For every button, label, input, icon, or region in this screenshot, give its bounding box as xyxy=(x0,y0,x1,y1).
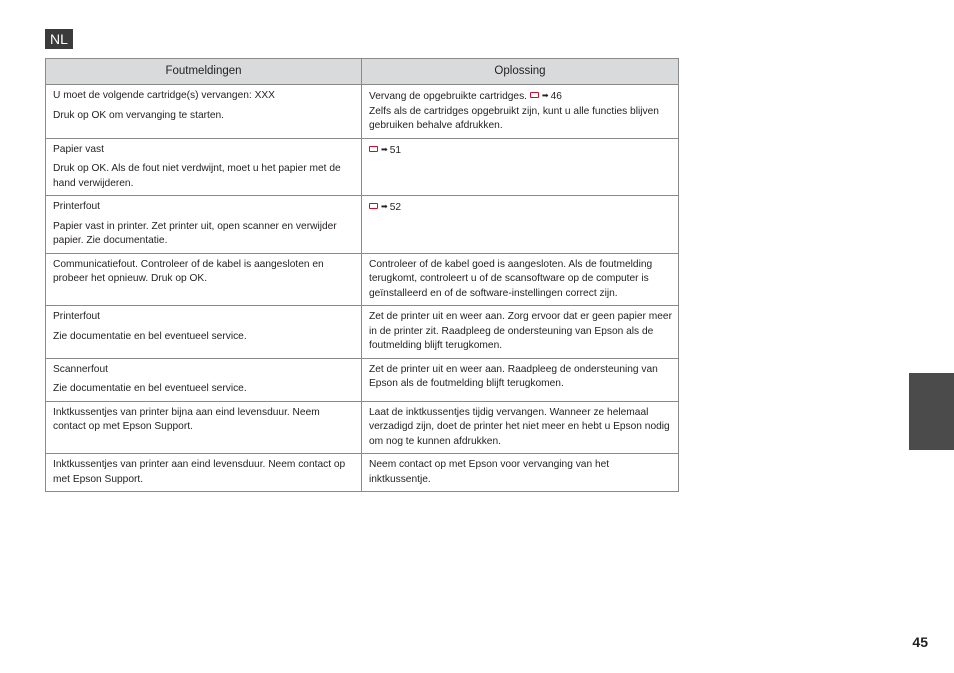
page-reference-link xyxy=(369,202,401,213)
table-row xyxy=(46,454,679,492)
table-row xyxy=(46,138,679,196)
solution-cell xyxy=(362,253,679,306)
page-reference-link xyxy=(369,145,401,156)
error-message-text: Inktkussentjes van printer aan eind levensduur. Neem contact op met Epson Support. xyxy=(53,459,346,485)
error-message-cell xyxy=(46,85,362,139)
header-solution: Oplossing xyxy=(362,59,679,85)
error-messages-table xyxy=(45,58,679,492)
error-message-text: Inktkussentjes van printer bijna aan eind levensduur. Neem contact op met Epson Support. xyxy=(53,406,320,432)
error-message-cell xyxy=(46,196,362,254)
solution-text: Vervang de opgebruikte cartridges. xyxy=(369,91,528,102)
arrow-right-icon: ➡ xyxy=(381,202,388,211)
error-message-cell xyxy=(46,401,362,454)
error-message-text: Papier vast in printer. Zet printer uit, open scanner en verwijder papier. Zie documentatie. xyxy=(53,220,337,246)
book-icon xyxy=(530,92,539,98)
table-body xyxy=(46,85,679,492)
solution-text: Controleer of de kabel goed is aangesloten. Als de foutmelding terugkomt, controleert u of de scansoftware op de computer is geïnstalleerd en of de software-instellingen correct zijn. xyxy=(369,258,653,299)
book-icon xyxy=(369,203,378,209)
solution-text: Neem contact op met Epson voor vervanging van het inktkussentje. xyxy=(369,459,610,485)
table-row xyxy=(46,196,679,254)
solution-text: Zet de printer uit en weer aan. Zorg ervoor dat er geen papier meer in de printer zit. Raadpleeg de ondersteuning van Epson als de foutmelding blijft terugkomen. xyxy=(369,311,672,351)
solution-cell xyxy=(362,138,679,196)
solution-cell xyxy=(362,196,679,254)
solution-text: Zet de printer uit en weer aan. Raadpleeg de ondersteuning van Epson als de foutmelding blijft terugkomen. xyxy=(369,363,658,389)
solution-cell xyxy=(362,454,679,492)
reference-page-number: 52 xyxy=(389,202,402,213)
solution-cell xyxy=(362,358,679,401)
error-message-text: Zie documentatie en bel eventueel service. xyxy=(53,330,247,342)
error-message-text: Communicatiefout. Controleer of de kabel is aangesloten en probeer het opnieuw. Druk op OK. xyxy=(53,258,324,284)
solution-text: Laat de inktkussentjes tijdig vervangen. Wanneer ze helemaal verzadigd zijn, doet de printer het niet meer en hebt u Epson nodig om nog te kunnen afdrukken. xyxy=(369,406,670,447)
error-message-cell xyxy=(46,306,362,359)
error-message-text: Druk op OK. Als de fout niet verdwijnt, moet u het papier met de hand verwijderen. xyxy=(53,163,341,189)
solution-note: Zelfs als de cartridges opgebruikt zijn, kunt u alle functies blijven gebruiken behalve afdrukken. xyxy=(369,105,659,131)
solution-cell xyxy=(362,401,679,454)
error-message-text: Zie documentatie en bel eventueel service. xyxy=(53,383,247,394)
arrow-right-icon: ➡ xyxy=(381,144,388,154)
section-side-tab xyxy=(909,373,954,450)
table-row xyxy=(46,253,679,306)
error-message-cell xyxy=(46,454,362,492)
solution-cell xyxy=(362,85,679,139)
table-row xyxy=(46,85,679,139)
book-icon xyxy=(369,146,378,152)
reference-page-number: 51 xyxy=(389,144,402,156)
error-message-cell xyxy=(46,253,362,306)
reference-page-number: 46 xyxy=(550,91,562,102)
arrow-right-icon: ➡ xyxy=(541,91,549,100)
solution-cell xyxy=(362,306,679,359)
table-row xyxy=(46,358,679,401)
language-tab-badge: NL xyxy=(45,29,73,49)
header-error-messages: Foutmeldingen xyxy=(46,59,362,85)
error-message-text: Printerfout xyxy=(53,311,100,322)
table-row xyxy=(46,306,679,359)
error-message-text: Druk op OK om vervanging te starten. xyxy=(53,109,225,121)
error-message-text: Scannerfout xyxy=(53,363,108,375)
table-header-row xyxy=(46,59,679,85)
error-message-cell xyxy=(46,138,362,196)
page-reference-link xyxy=(530,91,562,102)
error-message-text: U moet de volgende cartridge(s) vervangen: XXX xyxy=(53,90,275,101)
error-message-cell xyxy=(46,358,362,401)
table-row xyxy=(46,401,679,454)
error-message-text: Papier vast xyxy=(53,143,104,155)
page-number: 45 xyxy=(912,634,928,650)
error-message-text: Printerfout xyxy=(53,201,100,212)
